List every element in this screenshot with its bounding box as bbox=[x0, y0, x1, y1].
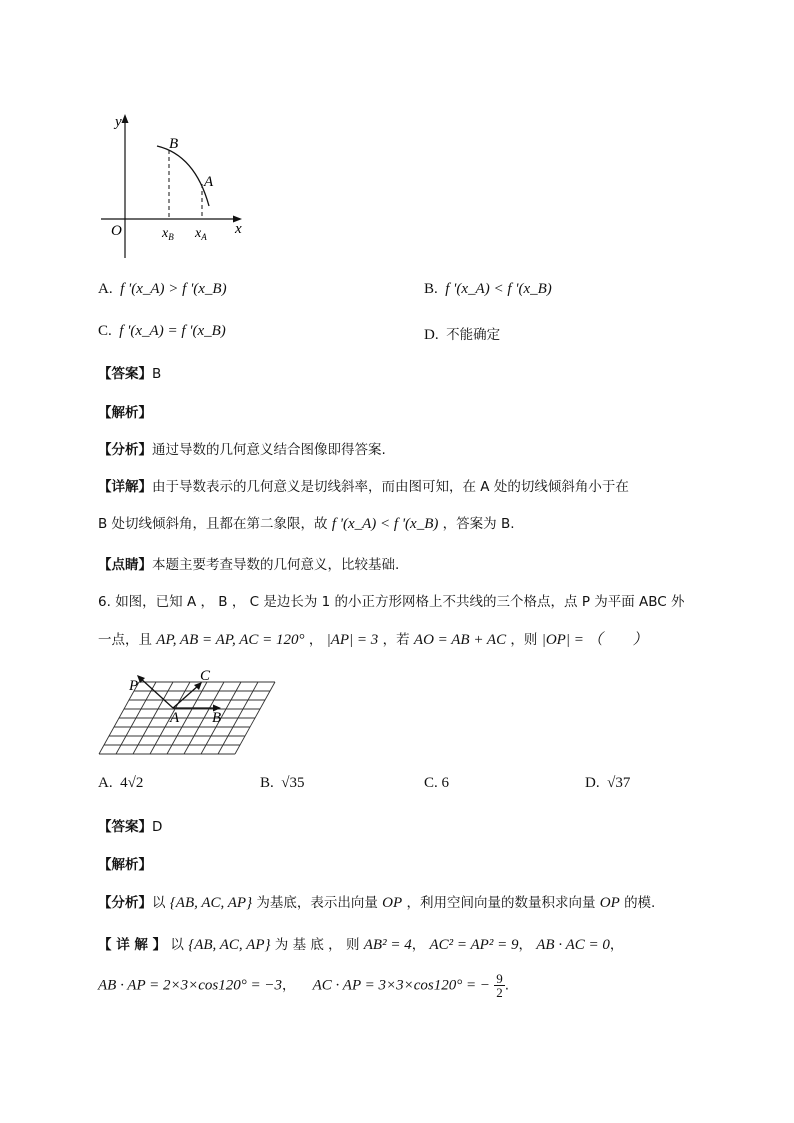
derivative-graph bbox=[95, 110, 255, 265]
q5-option-c: C. f '(x_A) = f '(x_B) bbox=[98, 323, 226, 339]
q5-xiangjie-line1: 【详解】由于导数表示的几何意义是切线斜率，而由图可知，在 A 处的切线倾斜角小于在 bbox=[98, 479, 629, 495]
q6-stem-line1: 6. 如图，已知 A ， B ， C 是边长为 1 的小正方形网格上不共线的三个格点，点 P 为平面 ABC 外 bbox=[98, 594, 685, 610]
q6-eq5-fraction: $\frac{9}{2}$ bbox=[496, 971, 503, 1000]
q6-eq4: AB · AP = 2×3×cos120° = −3 bbox=[98, 977, 282, 994]
tick-xb: $x_B$ bbox=[162, 226, 174, 242]
y-axis-arrow bbox=[122, 114, 129, 123]
q5-option-a: A. f '(x_A) > f '(x_B) bbox=[98, 281, 227, 297]
q6-basis: {AB, AC, AP} bbox=[169, 895, 253, 911]
q5-dianjing: 【点睛】本题主要考查导数的几何意义，比较基础. bbox=[98, 557, 400, 573]
q6-analysis-label: 【解析】 bbox=[98, 857, 152, 873]
q6-eq2: AC² = AP² = 9 bbox=[429, 937, 519, 953]
label-a: A bbox=[170, 710, 180, 726]
point-a-label: A bbox=[204, 174, 214, 190]
q5-option-d: D. 不能确定 bbox=[424, 327, 501, 343]
q5-analysis-label: 【解析】 bbox=[98, 405, 152, 421]
q6-xiangjie-line1: 【 详 解 】 以 {AB, AC, AP} 为 基 底 ， 则 AB² = 4， AC² = AP² = 9， AB · AC = 0， bbox=[98, 937, 624, 953]
label-c: C bbox=[200, 668, 211, 684]
q6-eq1: AB² = 4 bbox=[363, 937, 412, 953]
q5-answer: 【答案】B bbox=[98, 366, 162, 382]
curve bbox=[157, 146, 209, 206]
label-p: P bbox=[129, 678, 139, 694]
q5-option-b: B. f '(x_A) < f '(x_B) bbox=[424, 281, 552, 297]
q6-vec-eq: AO = AB + AC bbox=[413, 632, 507, 648]
q6-stem-line2: 一点，且 AP, AB = AP, AC = 120° ， |AP| = 3 ，若 AO = AB + AC ，则 |OP| = （ ） bbox=[98, 632, 648, 648]
q6-ask: |OP| = （ ） bbox=[541, 632, 648, 648]
origin-label: O bbox=[111, 223, 122, 239]
y-label: y bbox=[115, 114, 122, 130]
q6-xiangjie-line2: AB · AP = 2×3×cos120° = −3， AC · AP = 3×3×cos120° = − $\frac{9}{2}$ . bbox=[98, 971, 510, 1000]
q6-eq5: AC · AP = 3×3×cos120° = − bbox=[312, 977, 490, 994]
label-b: B bbox=[212, 710, 222, 726]
grid-figure bbox=[95, 665, 285, 760]
q6-option-c: C. 6 bbox=[424, 775, 450, 791]
q6-norm-cond: |AP| = 3 bbox=[326, 632, 379, 648]
q6-answer: 【答案】D bbox=[98, 819, 163, 835]
q6-option-b: B. √35 bbox=[260, 775, 305, 791]
q6-option-a: A. 4√2 bbox=[98, 775, 144, 791]
q5-fenxi: 【分析】通过导数的几何意义结合图像即得答案. bbox=[98, 442, 386, 458]
point-b-label: B bbox=[169, 136, 179, 152]
q6-op-2: OP bbox=[599, 895, 620, 911]
tick-xa: $x_A$ bbox=[195, 226, 207, 242]
q6-op: OP bbox=[382, 895, 403, 911]
q6-basis-2: {AB, AC, AP} bbox=[188, 937, 271, 953]
q6-fenxi: 【分析】以 {AB, AC, AP} 为基底，表示出向量 OP ，利用空间向量的数量积求向量 OP 的模. bbox=[98, 895, 656, 911]
q6-eq3: AB · AC = 0 bbox=[536, 937, 610, 953]
q6-option-d: D. √37 bbox=[585, 775, 631, 791]
q6-angle-cond: AP, AB = AP, AC = 120° bbox=[156, 632, 305, 648]
q5-xiangjie-line2: B 处切线倾斜角，且都在第二象限，故 f '(x_A) < f '(x_B) ，答案为 B. bbox=[98, 516, 515, 532]
x-label: x bbox=[235, 221, 242, 237]
